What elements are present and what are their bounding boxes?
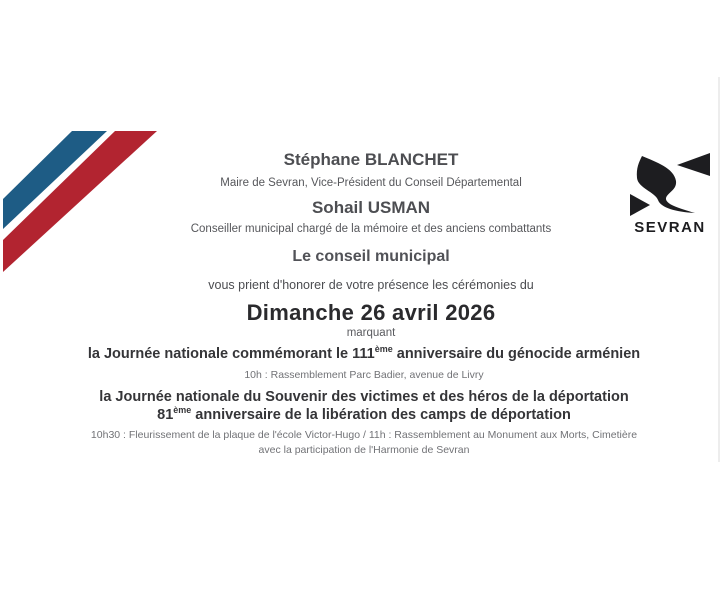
logo-triangle-right-icon (630, 194, 650, 216)
official-name-1: Stéphane BLANCHET (283, 150, 459, 169)
logo-triangle-left-icon (677, 153, 710, 176)
event1-detail: 10h : Rassemblement Parc Badier, avenue de Livry (244, 369, 484, 381)
event1-ordinal-suffix: ème (374, 344, 393, 355)
official-title-1: Maire de Sevran, Vice-Président du Conseil Départemental (220, 177, 522, 189)
marking-line: marquant (346, 327, 396, 339)
official-name-2: Sohail USMAN (311, 198, 431, 217)
event2-title-line2 (0, 406, 728, 424)
event2-detail-1: 10h30 : Fleurissement de la plaque de l'école Victor-Hugo / 11h : Rassemblement au Monument aux Morts, Cimetière (90, 429, 638, 441)
date-line: Dimanche 26 avril 2026 (246, 300, 496, 325)
event2-ordinal-suffix: ème (173, 405, 192, 416)
event2-title-line1: la Journée nationale du Souvenir des victimes et des héros de la déportation (99, 389, 629, 405)
sevran-logo-text: SEVRAN (634, 219, 706, 236)
official-title-2: Conseiller municipal chargé de la mémoire et des anciens combattants (190, 223, 552, 235)
event2-title2-text: 81 (157, 407, 174, 423)
event2-title2-text-end: anniversaire de la libération des camps de déportation (191, 407, 571, 423)
intro-line: vous prient d'honorer de votre présence les cérémonies du (208, 278, 534, 292)
sevran-logo (628, 148, 716, 236)
event2-detail-2: avec la participation de l'Harmonie de Sevran (258, 444, 470, 456)
event1-title-text-end: anniversaire du génocide arménien (392, 346, 641, 362)
sevran-logo-mark (628, 148, 712, 218)
event1-title (0, 345, 728, 363)
council-line: Le conseil municipal (292, 248, 450, 265)
event1-title-text: la Journée nationale commémorant le 111 (87, 346, 375, 362)
